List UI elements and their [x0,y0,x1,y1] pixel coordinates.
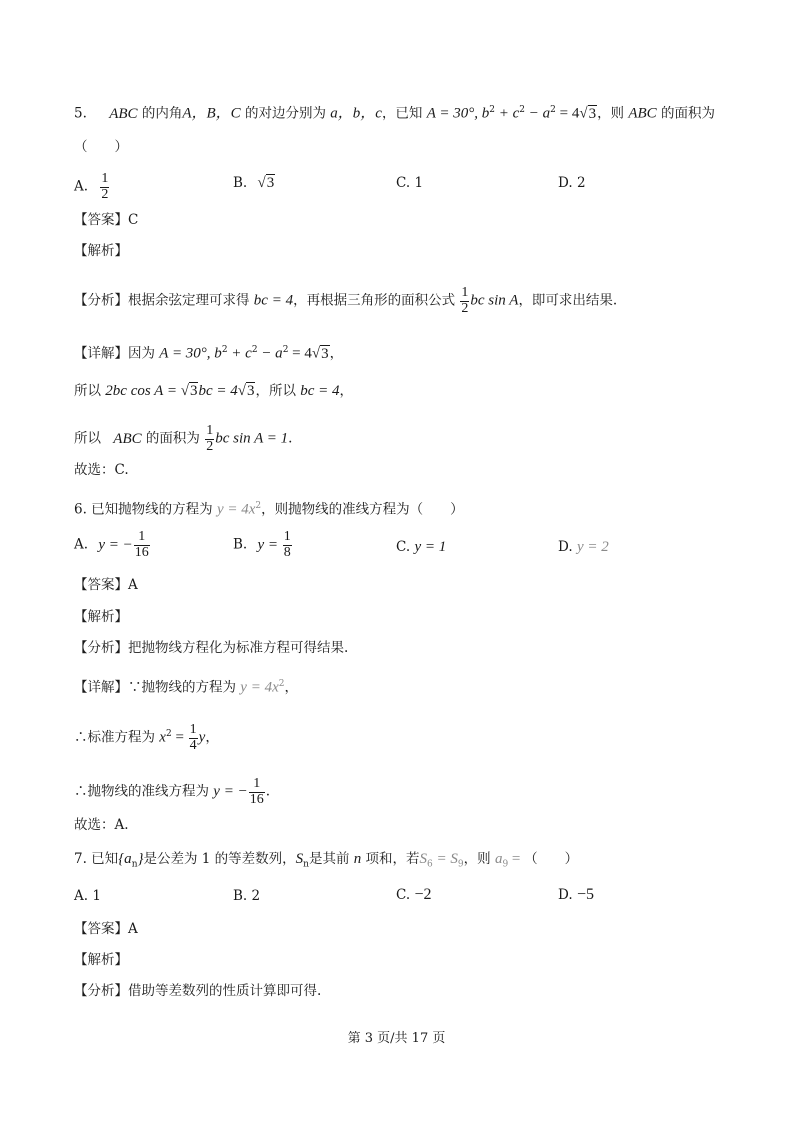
q5-option-b: B. √3 [233,175,275,191]
q6-option-a: A. y = − $\frac{1}{16}$ [74,529,149,560]
q7-jiexi: 【解析】 [74,952,128,968]
q5-xiangjie-1: 【详解】因为 A = 30°, $b^2 + c^2 - a^2 = 4√3$， [74,345,344,362]
q5-option-c: C. 1 [396,175,424,191]
q5-stem: 5. ABC 的内角A，B，C 的对边分别为 a，b，c，已知 A = 30°, $b^2 + c^2 - a^2 = 4√3$，则 ABC 的面积为 [74,105,715,122]
q5-jiexi: 【解析】 [74,243,128,259]
q6-answer: 【答案】A [74,577,138,593]
q5-answer: 【答案】C [74,212,139,228]
q6-xiangjie-1: 【详解】∵抛物线的方程为 $y = 4x^2$， [74,679,298,696]
q7-stem: 7. 已知$\{a_n\}$是公差为 1 的等差数列，$S_n$是其前 n 项和，若$S_6 = S_9$，则 $a_9$ = （ ） [74,851,579,870]
q5-option-a: A. $\frac{1}{2}$ [74,171,109,202]
q5-fenxi: 【分析】根据余弦定理可求得 bc = 4，再根据三角形的面积公式 $\frac{1}{2}$ bc sin A，即可求出结果. [74,285,618,316]
q7-answer: 【答案】A [74,921,138,937]
q6-choose: 故选：A. [74,817,129,833]
q7-fenxi: 【分析】借助等差数列的性质计算即可得. [74,983,322,999]
page-footer: 第 3 页/共 17 页 [347,1031,446,1046]
q5-xiangjie-2: 所以 2bc cos A = √3bc = 4√3，所以 bc = 4， [74,383,354,399]
q7-option-c: C. −2 [396,886,432,903]
q5-option-d: D. 2 [558,175,586,191]
q7-option-b: B. 2 [233,888,261,904]
q6-option-c: C. y = 1 [396,539,447,555]
q6-jiexi: 【解析】 [74,609,128,625]
q6-xiangjie-3: ∴抛物线的准线方程为 y = − $\frac{1}{16}$ . [74,776,270,807]
q7-option-d: D. −5 [558,886,594,903]
q6-stem: 6. 已知抛物线的方程为 $y = 4x^2$，则抛物线的准线方程为（ ） [74,501,464,518]
q7-option-a: A. 1 [74,888,101,904]
q6-option-d: D. y = 2 [558,539,609,555]
q5-choose: 故选：C. [74,462,129,478]
q6-xiangjie-2: ∴标准方程为 $x^2$ = $\frac{1}{4}$ y， [74,722,219,753]
q5-paren: （ ） [74,139,128,155]
q6-fenxi: 【分析】把抛物线方程化为标准方程可得结果. [74,640,349,656]
q6-option-b: B. y = $\frac{1}{8}$ [233,529,291,560]
q5-xiangjie-3: 所以 ABC 的面积为 $\frac{1}{2}$ bc sin A = 1. [74,423,293,454]
